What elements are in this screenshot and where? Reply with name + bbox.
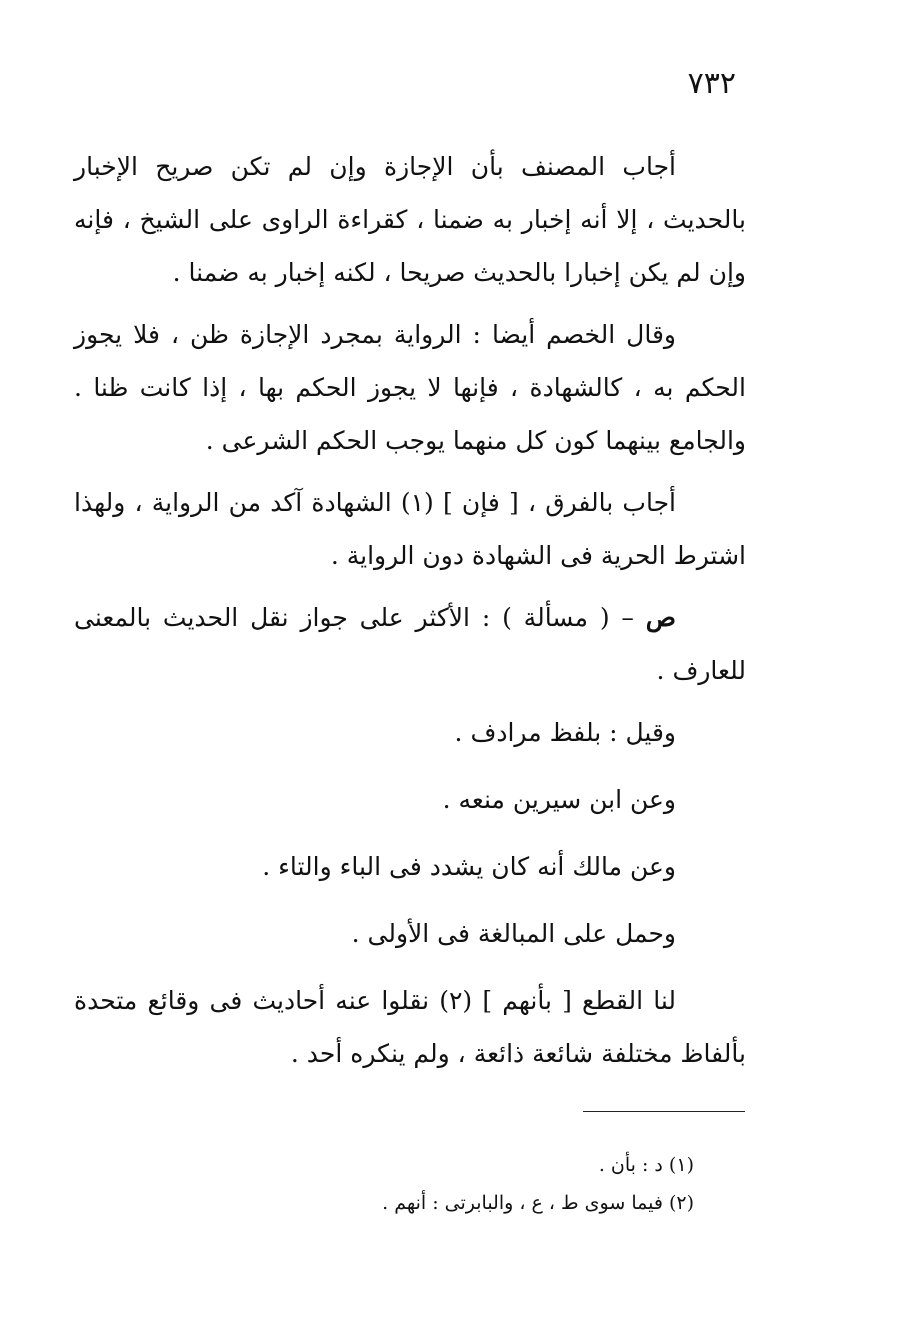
paragraph-answer-difference: أجاب بالفرق ، [ فإن ] (١) الشهادة آكد من الرواية ، ولهذا اشترط الحرية فى الشهادة دون الرواية . xyxy=(74,488,746,570)
footnote-1: (١) د : بأن . xyxy=(598,1154,694,1176)
section-text: – ( مسألة ) : الأكثر على جواز نقل الحديث بالمعنى للعارف . xyxy=(74,603,746,685)
main-text xyxy=(74,140,746,1089)
footnote-divider xyxy=(583,1111,745,1112)
footnotes xyxy=(74,1146,694,1222)
opinion-line: وعن مالك أنه كان يشدد فى الباء والتاء . xyxy=(262,852,676,881)
opinion-line: وحمل على المبالغة فى الأولى . xyxy=(351,919,676,948)
footnote-2: (٢) فيما سوى ط ، ع ، والبابرتى : أنهم . xyxy=(382,1192,694,1214)
paragraph-opponent-argument: وقال الخصم أيضا : الرواية بمجرد الإجازة ظن ، فلا يجوز الحكم به ، كالشهادة ، فإنها لا يجوز الحكم بها ، إذا كانت ظنا . والجامع بينهما كون كل منهما يوجب الحكم الشرعى . xyxy=(74,320,746,455)
paragraph-answer-ijaza: أجاب المصنف بأن الإجازة وإن لم تكن صريح الإخبار بالحديث ، إلا أنه إخبار به ضمنا ، كقراءة الراوى على الشيخ ، فإنه وإن لم يكن إخبارا بالحديث صريحا ، لكنه إخبار به ضمنا . xyxy=(74,152,746,287)
page-number: ٧٣٢ xyxy=(687,66,736,101)
paragraph-evidence: لنا القطع [ بأنهم ] (٢) نقلوا عنه أحاديث فى وقائع متحدة بألفاظ مختلفة شائعة ذائعة ، ولم ينكره أحد . xyxy=(74,986,746,1068)
section-mark: ص xyxy=(645,603,677,632)
section-masala xyxy=(74,591,746,697)
opinion-line: وعن ابن سيرين منعه . xyxy=(442,785,676,814)
opinion-line: وقيل : بلفظ مرادف . xyxy=(454,718,676,747)
